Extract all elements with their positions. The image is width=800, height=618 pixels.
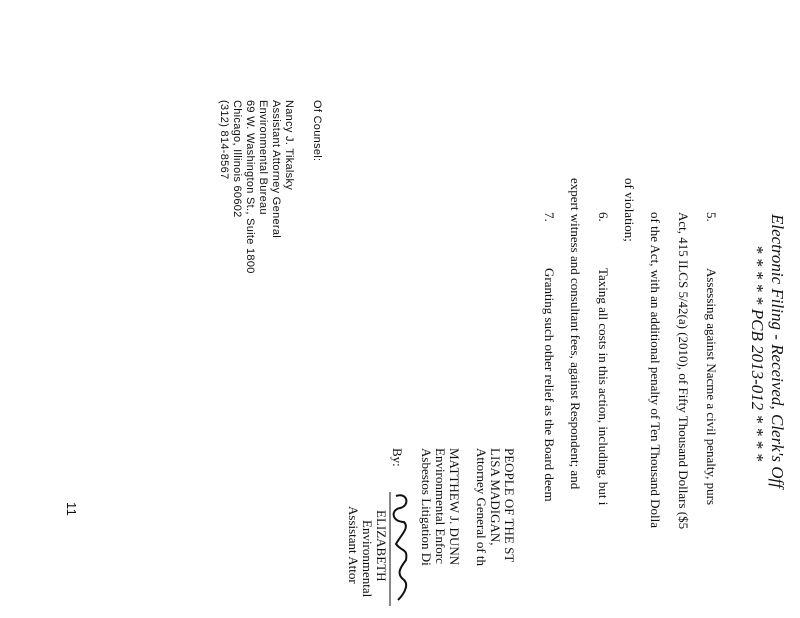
- matthew-dunn-line: MATTHEW J. DUNN: [447, 448, 462, 566]
- item-7-number: 7.: [542, 212, 557, 222]
- pcb-number-header: * * * * * PCB 2013-012 * * * *: [748, 245, 767, 462]
- item-5-line-4: of violation;: [622, 178, 637, 242]
- signer-title-line-1: Environmental: [360, 520, 375, 598]
- by-label: By:: [390, 448, 405, 467]
- page-number: 11: [64, 502, 79, 517]
- handwritten-signature: [386, 488, 412, 612]
- signer-name-line: ELIZABETH: [374, 510, 389, 582]
- item-5-line-2: Act, 415 ILCS 5/42(a) (2010), of Fifty Thousand Dollars ($5: [676, 212, 691, 530]
- of-counsel-heading: Of Counsel:: [311, 100, 323, 162]
- counsel-street: 69 W. Washington St., Suite 1800: [244, 100, 256, 274]
- signer-title-line-2: Assistant Attor: [346, 506, 361, 584]
- item-6-line-2: expert witness and consultant fees, against Respondent; and: [568, 178, 583, 490]
- item-6-line-1: Taxing all costs in this action, including, but i: [596, 268, 611, 506]
- counsel-city: Chicago, Illinois 60602: [231, 100, 243, 218]
- electronic-filing-header: Electronic Filing - Received, Clerk's Off: [768, 214, 787, 488]
- attorney-general-line: Attorney General of th: [474, 448, 489, 567]
- item-5-number: 5.: [704, 212, 719, 222]
- item-5-line-1: Assessing against Nacme a civil penalty, purs: [704, 268, 719, 506]
- item-7-line-1: Granting such other relief as the Board deem: [542, 268, 557, 502]
- item-5-line-3: of the Act, with an additional penalty of Ten Thousand Dolla: [648, 212, 663, 528]
- environmental-enforcement-line: Environmental Enforc: [433, 448, 448, 564]
- asbestos-litigation-line: Asbestos Litigation Di: [419, 448, 434, 566]
- counsel-title: Assistant Attorney General: [270, 100, 282, 239]
- counsel-bureau: Environmental Bureau: [257, 100, 269, 215]
- counsel-name: Nancy J. Tikalsky: [283, 100, 295, 191]
- item-6-number: 6.: [596, 212, 611, 222]
- counsel-phone: (312) 814-8567: [218, 100, 230, 180]
- people-of-the-state-line: PEOPLE OF THE ST: [502, 448, 517, 563]
- lisa-madigan-line: LISA MADIGAN,: [488, 448, 503, 546]
